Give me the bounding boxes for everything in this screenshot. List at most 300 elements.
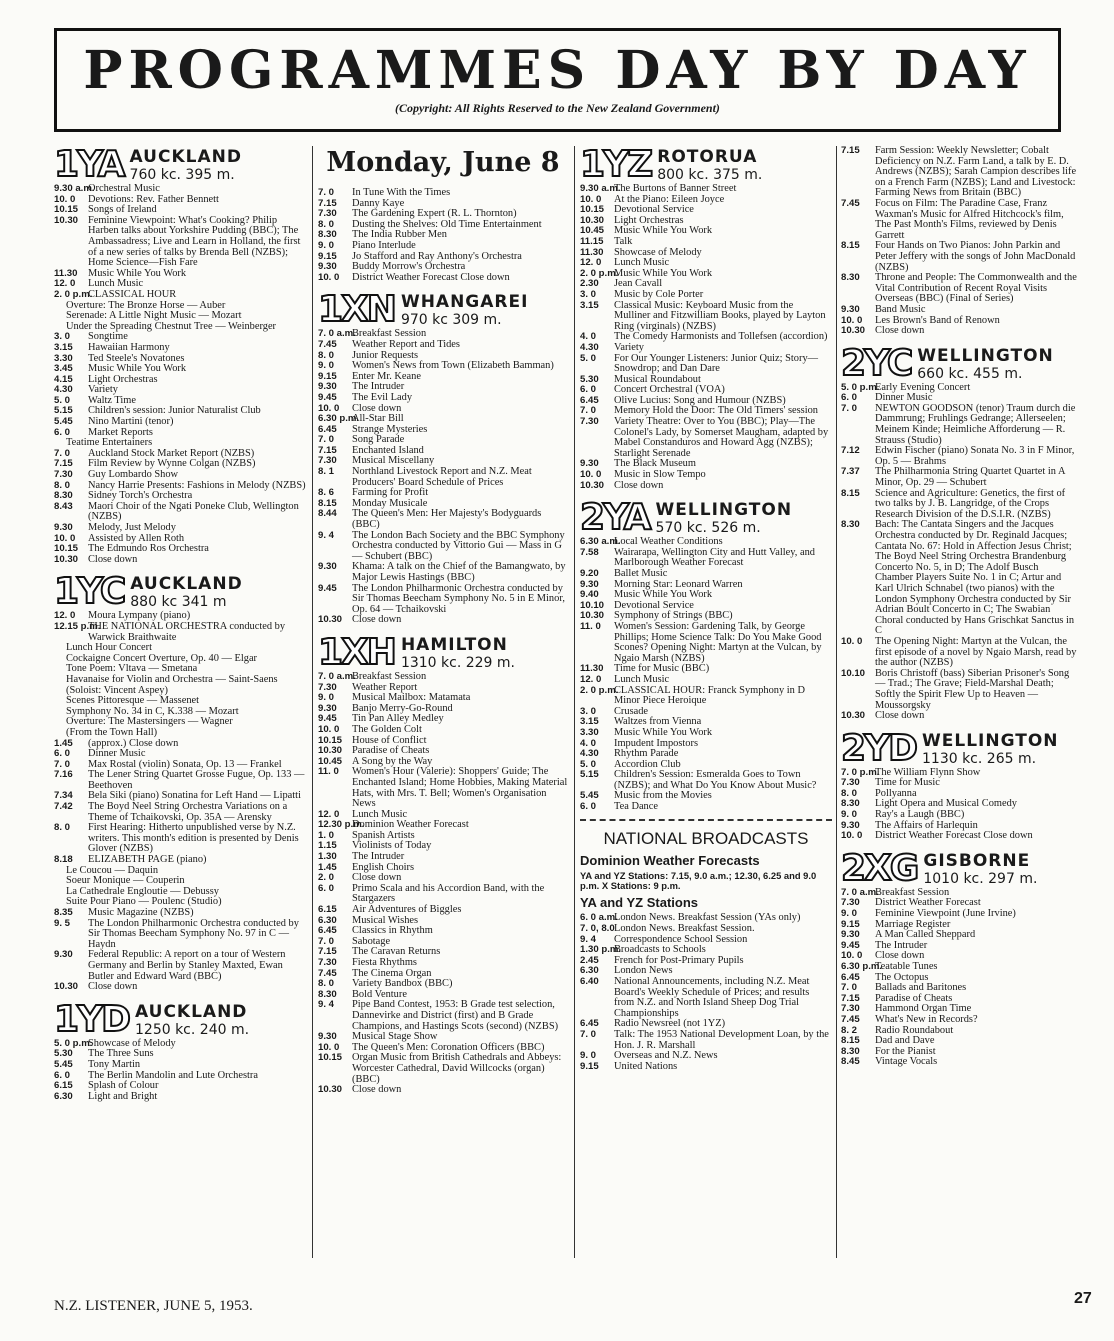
programme-title: First Hearing: Hitherto unpublished verse by N.Z. writers. This month's edition is presented by Denis Glover (NZBS): [88, 822, 299, 855]
programme-title: Songs of Ireland: [88, 204, 157, 216]
station-meta: [922, 730, 1059, 767]
national-title: NATIONAL BROADCASTS: [580, 819, 832, 849]
programme-title: THE NATIONAL ORCHESTRA conducted by Warwick Braithwaite: [88, 620, 286, 643]
programme-time: 7.45: [841, 197, 860, 209]
programme-time: 8. 0: [318, 349, 335, 361]
programme-title: Band Music: [875, 303, 926, 315]
programme-title: English Choirs: [352, 861, 415, 873]
programme-title: The Opening Night: Martyn at the Vulcan, the first episode of a novel by Ngaio Marsh, read by the author (NZBS): [875, 635, 1077, 669]
programme-time: 10. 0: [318, 723, 340, 735]
programme-time: 5.15: [580, 769, 599, 781]
programme-title: Air Adventures of Biggles: [352, 904, 462, 916]
programme-title: Music While You Work: [88, 363, 187, 375]
programme-title: Talk: [614, 235, 633, 247]
programme-time: 7.15: [54, 458, 73, 470]
programme-title: Organ Music from British Cathedrals and Abbeys: Worcester Cathedral, David Willcocks (organ) (BBC): [352, 1052, 562, 1085]
programme-title: At the Piano: Eileen Joyce: [614, 193, 725, 205]
programme-time: 9.30: [841, 303, 860, 315]
programme-title: Radio Roundabout: [875, 1024, 954, 1036]
programme-list: [318, 329, 568, 626]
programme-time: 2. 0 p.m.: [54, 288, 93, 300]
programme-title: Overture: The Mastersingers — Wagner: [66, 716, 233, 728]
station-meta: [917, 345, 1054, 382]
programme-item: [318, 562, 568, 583]
programme-item: [54, 622, 306, 643]
station-frequency: 800 kc. 375 m.: [657, 167, 763, 183]
programme-time: 10.30: [318, 1084, 343, 1096]
programme-time: 8.30: [841, 1045, 860, 1057]
programme-time: 5. 0 p.m.: [841, 381, 880, 393]
programme-item: [54, 982, 306, 993]
programme-title: Max Rostal (violin) Sonata, Op. 13 — Frankel: [88, 758, 282, 770]
programme-title: Time for Music: [875, 777, 940, 789]
programme-time: 6.30 p.m.: [841, 961, 883, 972]
programme-time: 7. 0: [54, 447, 71, 459]
programme-time: 6.30: [580, 965, 599, 977]
programme-item: [318, 467, 568, 488]
programme-item: [318, 531, 568, 563]
programme-time: 8. 0: [841, 787, 858, 799]
programme-time: 9.45: [318, 713, 337, 725]
programme-item: [841, 273, 1077, 305]
station-header: [318, 631, 568, 673]
station-logo: 2YC: [841, 342, 912, 384]
programme-time: 6.45: [580, 1018, 599, 1030]
programme-time: 11. 0: [318, 766, 339, 778]
programme-title: Variety Bandbox (BBC): [352, 978, 453, 990]
programme-time: 1. 0: [318, 829, 335, 841]
programme-time: 7.15: [318, 444, 337, 456]
weather-title: Dominion Weather Forecasts: [580, 852, 760, 868]
programme-title: Waltz Time: [88, 394, 136, 406]
programme-title: Close down: [875, 950, 925, 962]
programme-title: Musical Mailbox: Matamata: [352, 692, 471, 704]
programme-item: [841, 831, 1077, 842]
programme-title: Ballet Music: [614, 568, 668, 579]
station-logo: 2YA: [580, 497, 650, 539]
programme-item: [318, 273, 568, 284]
programme-title: London News. Breakfast Session (YAs only): [614, 912, 801, 924]
programme-title: For Our Younger Listeners: Junior Quiz; Story—Snowdrop; and Dan Dare: [614, 352, 819, 375]
programme-item: [841, 467, 1077, 488]
programme-title: Impudent Impostors: [614, 737, 698, 749]
programme-time: 3.45: [54, 363, 73, 375]
programme-time: 6. 0: [580, 801, 597, 813]
programme-title: Lunch Music: [614, 673, 670, 685]
programme-time: 7.37: [841, 466, 860, 478]
programme-time: 7.30: [318, 957, 337, 968]
programme-item: [841, 489, 1077, 521]
station-city: WELLINGTON: [922, 730, 1059, 751]
programme-time: 5.45: [580, 790, 599, 802]
station-block: [318, 631, 568, 1096]
programme-item: [54, 823, 306, 855]
programme-title: ELIZABETH PAGE (piano): [88, 854, 207, 866]
programme-time: 8. 0: [54, 479, 71, 491]
programme-time: 2. 0 p.m.: [580, 684, 619, 696]
programme-title: Boris Christoff (bass) Siberian Prisoner's Song — Trad.; The Grave; Field-Marshal Death; Softly the Spirit Flew Up to Heaven — Moussorgsky: [875, 667, 1070, 711]
programme-title: Strange Mysteries: [352, 423, 428, 435]
programme-time: 6.30 p.m.: [318, 413, 360, 425]
station-meta: [135, 1001, 249, 1038]
programme-time: 10.30: [54, 553, 79, 565]
programme-time: 8. 2: [841, 1024, 858, 1036]
programme-time: 9.45: [841, 939, 860, 951]
programme-item: [841, 520, 1077, 637]
column-1: [54, 146, 306, 1296]
station-header: [318, 291, 568, 329]
station-logo: 2YD: [841, 727, 916, 769]
programme-time: 7.15: [841, 146, 860, 156]
programme-time: 10. 0: [318, 271, 340, 283]
programme-time: 10.30: [580, 610, 605, 622]
station-header: [580, 499, 832, 537]
station-header: [841, 847, 1077, 889]
programme-title: Science and Agriculture: Genetics, the first of two talks by J. B. Langridge, of the Crops Research Division of the D.S.I.R. (NZBS): [875, 487, 1066, 520]
programme-time: 9.30: [318, 1031, 337, 1043]
programme-time: 4. 0: [580, 331, 597, 343]
programme-title: Breakfast Session: [875, 886, 950, 898]
programme-title: (approx.) Close down: [88, 737, 179, 749]
programme-title: Dinner Music: [875, 392, 933, 404]
station-logo: 1YD: [54, 998, 129, 1040]
station-meta: [657, 146, 762, 183]
programme-time: 7. 0 a.m.: [841, 886, 879, 898]
programme-title: Junior Requests: [352, 349, 419, 361]
programme-item: [54, 919, 306, 951]
programme-time: 12. 0: [54, 610, 76, 622]
programme-time: 9.30: [318, 381, 337, 393]
programme-title: District Weather Forecast Close down: [875, 830, 1033, 842]
programme-title: Farm Session: Weekly Newsletter; Cobalt Deficiency on N.Z. Farm Land, a talk by E. D. Andrews (NZBS); Sarah Campion describes life on a French Farm (NZBS); Land and Livestock: Farming News from Britain (BBC): [875, 146, 1077, 199]
column-rule: [836, 146, 837, 1258]
header-box: [54, 28, 1061, 132]
programme-list: [841, 146, 1077, 337]
station-logo: 1YC: [54, 571, 125, 613]
programme-time: 5. 0 p.m.: [54, 1037, 93, 1049]
programme-time: 7.30: [318, 681, 337, 693]
programme-title: A Song by the Way: [352, 755, 433, 767]
programme-list: [841, 383, 1077, 722]
programme-title: Four Hands on Two Pianos: John Parkin and Peter Jeffery with the songs of John MacDonald (NZBS): [875, 240, 1076, 273]
programme-time: 3.30: [580, 726, 599, 738]
programme-title: Music While You Work: [614, 726, 713, 738]
station-block: [318, 291, 568, 626]
programme-time: 9.30 a.m.: [54, 183, 95, 194]
programme-list: [841, 768, 1077, 842]
programme-time: 10. 0: [54, 532, 76, 544]
programme-title: Symphony of Strings (BBC): [614, 610, 733, 622]
station-block: [841, 342, 1077, 722]
programme-title: Classics in Rhythm: [352, 925, 433, 937]
programme-title: Havanaise for Violin and Orchestra — Saint-Saens: [66, 673, 278, 685]
programme-title: Devotions: Rev. Father Bennett: [88, 193, 219, 205]
programme-title: Devotional Service: [614, 204, 694, 216]
programme-item: [841, 1057, 1077, 1068]
programme-item: [318, 1085, 568, 1096]
station-city: GISBORNE: [923, 850, 1031, 871]
programme-title: The India Rubber Men: [352, 229, 447, 241]
programme-item: [54, 502, 306, 523]
programme-time: 6. 0: [580, 384, 597, 396]
programme-item: [580, 1030, 832, 1051]
programme-time: 9.30: [54, 949, 73, 961]
station-meta: [401, 634, 515, 671]
programme-title: Lunch Music: [352, 808, 408, 820]
programme-title: All-Star Bill: [352, 413, 404, 425]
programme-time: 6. 0: [54, 426, 71, 438]
programme-list: [54, 611, 306, 992]
programme-time: 7. 0: [841, 402, 858, 414]
station-meta: [401, 291, 529, 328]
programme-title: For the Pianist: [875, 1045, 936, 1057]
programme-title: Light Opera and Musical Comedy: [875, 798, 1017, 810]
programme-item: [580, 977, 832, 1019]
programme-time: 9. 0: [841, 908, 858, 920]
programme-time: 3.30: [54, 352, 73, 364]
programme-title: Close down: [875, 710, 925, 722]
programme-title: Cockaigne Concert Overture, Op. 40 — Elgar: [66, 652, 258, 664]
programme-title: Correspondence School Session: [614, 933, 748, 945]
programme-title: Women's Hour (Valerie): Shoppers' Guide; The Enchanted Island; Home Hobbies, Making Material Hats, with Mrs. T. Bell; Women's Organisation News: [352, 766, 568, 810]
programme-title: Broadcasts to Schools: [614, 944, 706, 956]
programme-time: 3.15: [580, 299, 599, 311]
programme-title: Weather Report and Tides: [352, 338, 460, 350]
programme-time: 7. 0: [580, 405, 597, 417]
programme-title: Feminine Viewpoint: What's Cooking? Philip Harben talks about Yorkshire Pudding (BBC); The Ambassadress; Live and Learn in Holland, the first of a new series of talks by Brenda Bell (NZBS); Home Science—Fish Fare: [88, 214, 301, 269]
programme-item: [841, 637, 1077, 669]
programme-title: The Affairs of Harlequin: [875, 819, 978, 831]
programme-time: 4.15: [54, 373, 73, 385]
station-block: [318, 188, 568, 283]
programme-time: 10. 0: [580, 193, 602, 205]
programme-title: Bela Siki (piano) Sonatina for Left Hand — Lipatti: [88, 790, 301, 802]
programme-time: 10.15: [54, 543, 79, 555]
programme-item: [841, 199, 1077, 241]
programme-title: Paradise of Cheats: [352, 745, 430, 757]
programme-title: Close down: [352, 614, 402, 626]
programme-title: The Cinema Organ: [352, 967, 432, 979]
station-frequency: 1130 kc. 265 m.: [922, 750, 1037, 767]
programme-title: Feminine Viewpoint (June Irvine): [875, 908, 1016, 920]
programme-item: [318, 509, 568, 530]
programme-title: Jean Cavall: [614, 278, 663, 290]
station-frequency: 880 kc 341 m: [130, 594, 227, 611]
programme-title: District Weather Forecast Close down: [352, 271, 510, 283]
programme-time: 7.45: [318, 338, 337, 350]
programme-title: National Announcements, including N.Z. Meat Board's Weekly Schedule of Prices; and results from N.Z. and North Island Sheep Dog Trial Championships: [614, 976, 810, 1019]
programme-time: 12.15 p.m.: [54, 620, 101, 632]
programme-title: Market Reports: [88, 426, 153, 438]
programme-time: 12. 0: [580, 673, 602, 685]
programme-title: Under the Spreading Chestnut Tree — Weinberger: [66, 320, 277, 332]
programme-item: [54, 216, 306, 269]
programme-time: 8.15: [841, 240, 860, 252]
programme-time: 7. 0: [54, 758, 71, 770]
programme-title: Close down: [352, 1084, 402, 1096]
programme-title: Local Weather Conditions: [614, 536, 723, 548]
programme-item: [318, 884, 568, 905]
programme-time: 8.35: [54, 907, 73, 918]
programme-time: 2. 0 p.m.: [580, 267, 619, 279]
column-rule: [574, 146, 575, 1258]
programme-time: 9.40: [580, 589, 599, 601]
programme-title: Radio Newsreel (not 1YZ): [614, 1018, 726, 1030]
programme-time: 11. 0: [580, 620, 601, 632]
programme-time: 7. 0 p.m.: [841, 766, 880, 778]
programme-list: [580, 913, 832, 1072]
programme-item: [318, 767, 568, 809]
station-frequency: 1310 kc. 229 m.: [400, 654, 515, 671]
station-header: [54, 146, 306, 184]
programme-time: 10.30: [318, 614, 343, 626]
programme-time: 7. 0: [318, 935, 335, 947]
programme-title: Fiesta Rhythms: [352, 957, 417, 968]
station-meta: [656, 499, 793, 536]
programme-time: 8.30: [318, 988, 337, 1000]
national-broadcasts: [580, 819, 832, 1073]
programme-item: [841, 404, 1077, 446]
programme-time: 10.45: [580, 225, 605, 237]
programme-title: (Soloist: Vincent Aspey): [66, 684, 168, 696]
programme-title: The Caravan Returns: [352, 946, 441, 958]
programme-time: 9. 4: [580, 933, 597, 945]
station-header: [54, 998, 306, 1040]
programme-title: Songtime: [88, 331, 128, 343]
programme-time: 1.45: [54, 737, 73, 749]
programme-item: [580, 548, 832, 569]
footer-issue: N.Z. LISTENER, JUNE 5, 1953.: [54, 1298, 253, 1314]
programme-time: 5. 0: [580, 758, 597, 770]
programme-time: 10. 0: [580, 469, 602, 481]
programme-time: 4. 0: [580, 737, 597, 749]
programme-title: Variety Theatre: Over to You (BBC); Play—The Colonel's Lady, by Somerset Maugham, adapted by Mabel Constanduros and Howard Agg (NZBS); Starlight Serenade: [614, 416, 829, 459]
programme-time: 5.30: [580, 373, 599, 385]
station-frequency: 760 kc. 395 m.: [129, 167, 235, 183]
programme-title: Violinists of Today: [352, 840, 432, 852]
programme-title: The London Bach Society and the BBC Symphony Orchestra conducted by Vittorio Gui — Mass in G — Schubert (BBC): [352, 529, 565, 562]
programme-item: [841, 711, 1077, 722]
programme-time: 6.45: [841, 971, 860, 983]
station-frequency: 570 kc. 526 m.: [655, 520, 761, 537]
programme-title: The Evil Lady: [352, 391, 413, 403]
programme-item: [580, 622, 832, 664]
programme-time: 10.10: [841, 667, 866, 679]
programme-time: 4.30: [54, 384, 73, 396]
programme-time: 9.30: [318, 702, 337, 714]
copyright-notice: (Copyright: All Rights Reserved to the New Zealand Government): [395, 101, 720, 115]
column-rule: [312, 146, 313, 1258]
programme-item: [318, 584, 568, 616]
programme-title: The Edmundo Ros Orchestra: [88, 543, 209, 555]
programme-title: London News: [614, 965, 673, 977]
programme-list: [54, 184, 306, 565]
programme-title: Soeur Monique — Couperin: [66, 875, 185, 887]
programme-title: Music While You Work: [614, 589, 713, 601]
programme-time: 6. 0: [841, 392, 858, 404]
programme-title: Waltzes from Vienna: [614, 716, 702, 728]
station-meta: [130, 573, 242, 610]
station-city: AUCKLAND: [129, 147, 242, 167]
programme-time: 8.30: [841, 272, 860, 284]
programme-title: London News. Breakfast Session.: [614, 923, 755, 935]
programme-time: 7. 0 a.m.: [318, 670, 356, 682]
programme-time: 10.30: [580, 214, 605, 226]
programme-time: 8. 1: [318, 466, 335, 478]
station-logo: 1XH: [318, 631, 395, 673]
station-meta: [923, 850, 1037, 887]
station-logo: 1YZ: [580, 146, 652, 185]
programme-title: Close down: [614, 479, 664, 491]
programme-title: Enter Mr. Keane: [352, 370, 421, 382]
programme-time: 7.30: [318, 455, 337, 467]
programme-time: 9.30: [841, 819, 860, 831]
programme-time: 7.42: [54, 801, 73, 813]
programme-item: [841, 326, 1077, 337]
programme-time: 5.45: [54, 1058, 73, 1070]
station-city: WELLINGTON: [917, 345, 1054, 366]
programme-item: [54, 802, 306, 823]
programme-title: District Weather Forecast: [875, 897, 981, 909]
programme-time: 8. 0: [318, 218, 335, 230]
programme-list: [318, 672, 568, 1096]
programme-title: Tea Dance: [614, 801, 658, 813]
programme-time: 9. 0: [318, 692, 335, 704]
programme-time: 6.30: [318, 914, 337, 926]
programme-time: 8. 0: [318, 978, 335, 990]
programme-title: Scenes Pittoresque — Massenet: [66, 695, 200, 707]
programme-time: 6. 0: [318, 882, 335, 894]
programme-item: [580, 770, 832, 791]
station-block: [841, 727, 1077, 842]
programme-title: Musical Stage Show: [352, 1031, 438, 1043]
page-number: 27: [1074, 1290, 1092, 1307]
column-4: [841, 146, 1077, 1296]
programme-title: The Gardening Expert (R. L. Thornton): [352, 208, 517, 220]
programme-title: Bold Venture: [352, 988, 407, 1000]
programme-title: United Nations: [614, 1060, 678, 1072]
programme-time: 1.45: [318, 861, 337, 873]
station-block: [580, 913, 832, 1072]
programme-title: The Octopus: [875, 971, 929, 983]
station-meta: [130, 146, 242, 183]
programme-title: Teatable Tunes: [875, 961, 938, 972]
programme-title: In Tune With the Times: [352, 187, 451, 198]
programme-time: 8.44: [318, 508, 337, 520]
programme-time: 6.30 a.m.: [580, 536, 621, 548]
programme-title: Assisted by Allen Roth: [88, 532, 185, 544]
programme-time: 6. 0: [54, 748, 71, 760]
programme-time: 1.30 p.m.: [580, 944, 622, 956]
programme-title: Throne and People: The Commonwealth and the Vital Contribution of Recent Royal Visits Overseas (BBC) (Final of Series): [875, 272, 1077, 305]
programme-title: Sidney Torch's Orchestra: [88, 490, 193, 502]
programme-title: Spanish Artists: [352, 829, 415, 841]
programme-title: Lunch Music: [614, 257, 670, 269]
programme-title: Film Review by Wynne Colgan (NZBS): [88, 458, 256, 470]
programme-title: Ray's a Laugh (BBC): [875, 809, 965, 821]
programme-title: Monday Musicale: [352, 497, 428, 509]
programme-title: The London Philharmonic Orchestra conducted by Sir Thomas Beecham Symphony No. 97 in C — Haydn: [88, 917, 299, 950]
programme-title: Symphony No. 34 in C, K.338 — Mozart: [66, 705, 239, 717]
programme-title: Light Orchestras: [88, 373, 158, 385]
programme-title: Pollyanna: [875, 787, 917, 799]
programme-title: NEWTON GOODSON (tenor) Traum durch die Dammrung; Fruhlings Gedrange; Allerseelen; Meinem Kinde; Heimliche Afforderung — R. Strauss (Studio): [875, 402, 1076, 446]
station-frequency: 1010 kc. 297 m.: [923, 870, 1038, 887]
programme-item: [580, 802, 832, 813]
programme-time: 8.15: [318, 497, 337, 509]
programme-title: Music from the Movies: [614, 790, 712, 802]
programme-title: Dominion Weather Forecast: [352, 819, 469, 831]
